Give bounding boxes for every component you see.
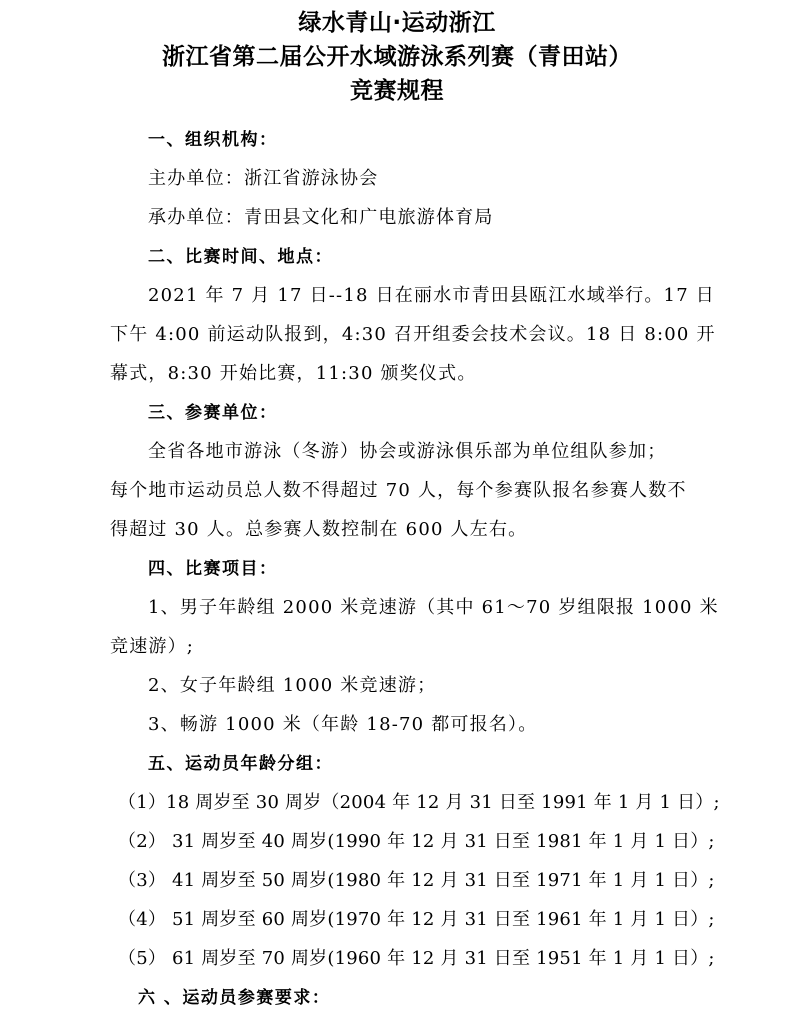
host-unit: 主办单位：浙江省游泳协会 xyxy=(148,168,379,189)
document-title-line-1: 绿水青山·运动浙江 xyxy=(298,10,496,36)
time-place-line-1: 2021 年 7 月 17 日--18 日在丽水市青田县瓯江水域举行。17 日 xyxy=(148,285,715,306)
section-heading-organization: 一、组织机构： xyxy=(148,130,278,150)
age-group-line-1: （1）18 周岁至 30 周岁（2004 年 12 月 31 日至 1991 年 1 月 1 日）; xyxy=(118,792,720,813)
event-line-3: 2、女子年龄组 1000 米竞速游； xyxy=(148,675,437,696)
section-heading-time-place: 二、比赛时间、地点： xyxy=(148,247,333,267)
age-group-line-2: （2） 31 周岁至 40 周岁(1990 年 12 月 31 日至 1981 年 1 月 1 日）; xyxy=(118,831,715,852)
section-heading-participants: 三、参赛单位： xyxy=(148,403,278,423)
event-line-2: 竞速游）; xyxy=(110,636,195,657)
participants-line-2: 每个地市运动员总人数不得超过 70 人，每个参赛队报名参赛人数不 xyxy=(110,480,687,501)
age-group-line-3: （3） 41 周岁至 50 周岁(1980 年 12 月 31 日至 1971 年 1 月 1 日）; xyxy=(118,870,715,891)
section-heading-age-groups: 五、运动员年龄分组： xyxy=(148,754,333,774)
participants-line-1: 全省各地市游泳（冬游）协会或游泳俱乐部为单位组队参加； xyxy=(148,441,667,462)
participants-line-3: 得超过 30 人。总参赛人数控制在 600 人左右。 xyxy=(110,519,528,540)
time-place-line-2: 下午 4:00 前运动队报到，4:30 召开组委会技术会议。18 日 8:00 开 xyxy=(110,324,716,345)
event-line-1: 1、男子年龄组 2000 米竞速游（其中 61～70 岁组限报 1000 米 xyxy=(148,597,719,618)
document-title-line-2: 浙江省第二届公开水域游泳系列赛（青田站） xyxy=(162,44,632,70)
section-heading-events: 四、比赛项目： xyxy=(148,559,278,579)
event-line-4: 3、畅游 1000 米（年龄 18-70 都可报名）。 xyxy=(148,714,538,735)
age-group-line-4: （4） 51 周岁至 60 周岁(1970 年 12 月 31 日至 1961 年 1 月 1 日）; xyxy=(118,909,715,930)
section-heading-requirements: 六 、运动员参赛要求： xyxy=(138,988,331,1008)
document-title-line-3: 竞赛规程 xyxy=(350,78,444,104)
age-group-line-5: （5） 61 周岁至 70 周岁(1960 年 12 月 31 日至 1951 年 1 月 1 日）; xyxy=(118,948,715,969)
organizer-unit: 承办单位：青田县文化和广电旅游体育局 xyxy=(148,207,494,228)
time-place-line-3: 幕式，8:30 开始比赛，11:30 颁奖仪式。 xyxy=(110,363,477,384)
